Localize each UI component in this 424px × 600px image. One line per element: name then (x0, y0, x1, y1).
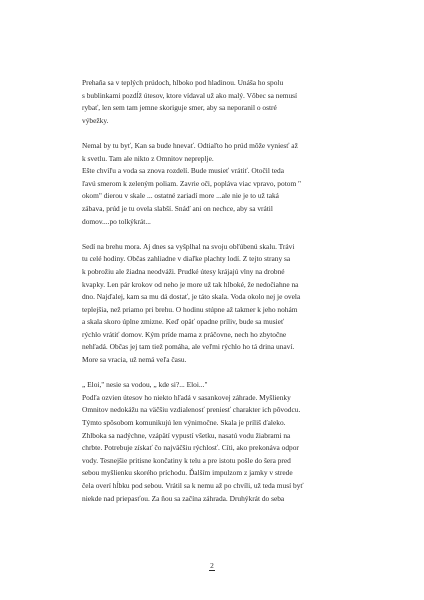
text-line: vody. Tesnejšie pritisne končatiny k telu a pre istotu pošle do šera pred (82, 455, 291, 465)
text-line: zábava, prúd je tu ovela slabší. Snáď ani on nechce, aby sa vrátil (82, 203, 273, 213)
text-line: kvapky. Len pár krokov od neho je more už tak hlboké, že nedočiahne na (82, 279, 299, 289)
text-line: s bublinkami pozdĺž útesov, ktore vídaval už ako malý. Vôbec sa nemusí (82, 90, 298, 100)
text-line: Omnitov nedokážu na väčšiu vzdialenosť preniesť charakter ich pôvodcu. (82, 405, 301, 415)
text-line: výbežky. (82, 115, 109, 125)
text-line: Prehaňa sa v teplých prúdoch, hlboko pod hladinou. Unáša ho spolu (82, 78, 284, 87)
text-line: Nemal by tu byť, Kan sa bude hnevať. Odtiaľto ho prúd môže vyniesť až (82, 140, 298, 150)
text-line: „ Eloi," nesie sa vodou, „ kde si?... Eloi..." (82, 380, 208, 390)
text-line: okom" dierou v skale ... ostatné zariadí more ...ale nie je to už taká (82, 191, 279, 201)
text-line: dno. Najďalej, kam sa mu dá dostať, je táto skala. Voda okolo nej je ovela (82, 292, 301, 302)
text-line: ľavú smerom k zeleným poliam. Zavrie oči, popláva viac vpravo, potom " (82, 178, 302, 188)
paragraph-gap (82, 127, 344, 140)
paragraph (82, 77, 344, 127)
text-line: rýchlo vrátiť domov. Kým príde mama z práčovne, nech ho zbytočne (82, 329, 287, 339)
text-line: sebou myšlienku skorého príchodu. Ďalším impulzom z jamky v strede (82, 468, 293, 478)
text-line: nehľadá. Občas jej tam tiež pomáha, ale veľmi rýchlo ho tá drina unaví. (82, 342, 295, 352)
paragraph-gap (82, 367, 344, 380)
text-line: niekde nad priepasťou. Za ňou sa začína záhrada. Druhýkrát do seba (82, 493, 285, 503)
text-line: rybať, len sem tam jemne skoriguje smer, aby sa neporanil o ostré (82, 103, 277, 113)
text-line: Podľa ozvien útesov ho niekto hľadá v sasankovej záhrade. Myšlienky (82, 392, 291, 402)
text-line: Zhlboka sa nadýchne, vzápätí vypustí všetku, nasatú vodu žiabrami na (82, 430, 291, 440)
paragraph (82, 140, 344, 228)
text-line: domov....po tolkýkrát... (82, 216, 151, 226)
text-line: a skala skoro úplne zmizne. Keď opäť opadne príliv, bude sa musieť (82, 317, 285, 327)
text-line: chrbte. Potrebuje získať čo najväčšiu rýchlosť. Cíti, ako prekonáva odpor (82, 443, 299, 453)
text-line: tu celé hodiny. Občas zahliadne v diaľke plachty lodí. Z tejto strany sa (82, 254, 291, 264)
paragraph (82, 379, 344, 505)
text-line: Týmto spôsobom komunikujú len výnimočne. Skala je príliš ďaleko. (82, 418, 286, 428)
paragraph (82, 241, 344, 367)
text-line: k svetlu. Tam ale nikto z Omnitov nepreplje. (82, 153, 214, 163)
text-line: More sa vracia, už nemá veľa času. (82, 355, 187, 365)
text-line: teplejšia, než priamo pri brehu. O hodinu stúpne až takmer k jeho nohám (82, 304, 298, 314)
paragraph-gap (82, 228, 344, 241)
text-line: Sedí na brehu mora. Aj dnes sa vyšplhal na svoju obľúbenú skalu. Trávi (82, 241, 295, 251)
page-number-value: 2 (210, 561, 214, 570)
page-number (0, 561, 424, 570)
text-line: čela overí hĺbku pod sebou. Vrátil sa k nemu až po chvíli, už teda musí byť (82, 481, 304, 490)
text-line: Ešte chvíľu a voda sa znova rozdelí. Bude musieť vrátiť. Otočil teda (82, 166, 285, 176)
body-text (82, 77, 344, 505)
text-line: k pobrožiu ale žiadna neodváži. Prudké útesy krájajú vlny na drobné (82, 266, 285, 276)
